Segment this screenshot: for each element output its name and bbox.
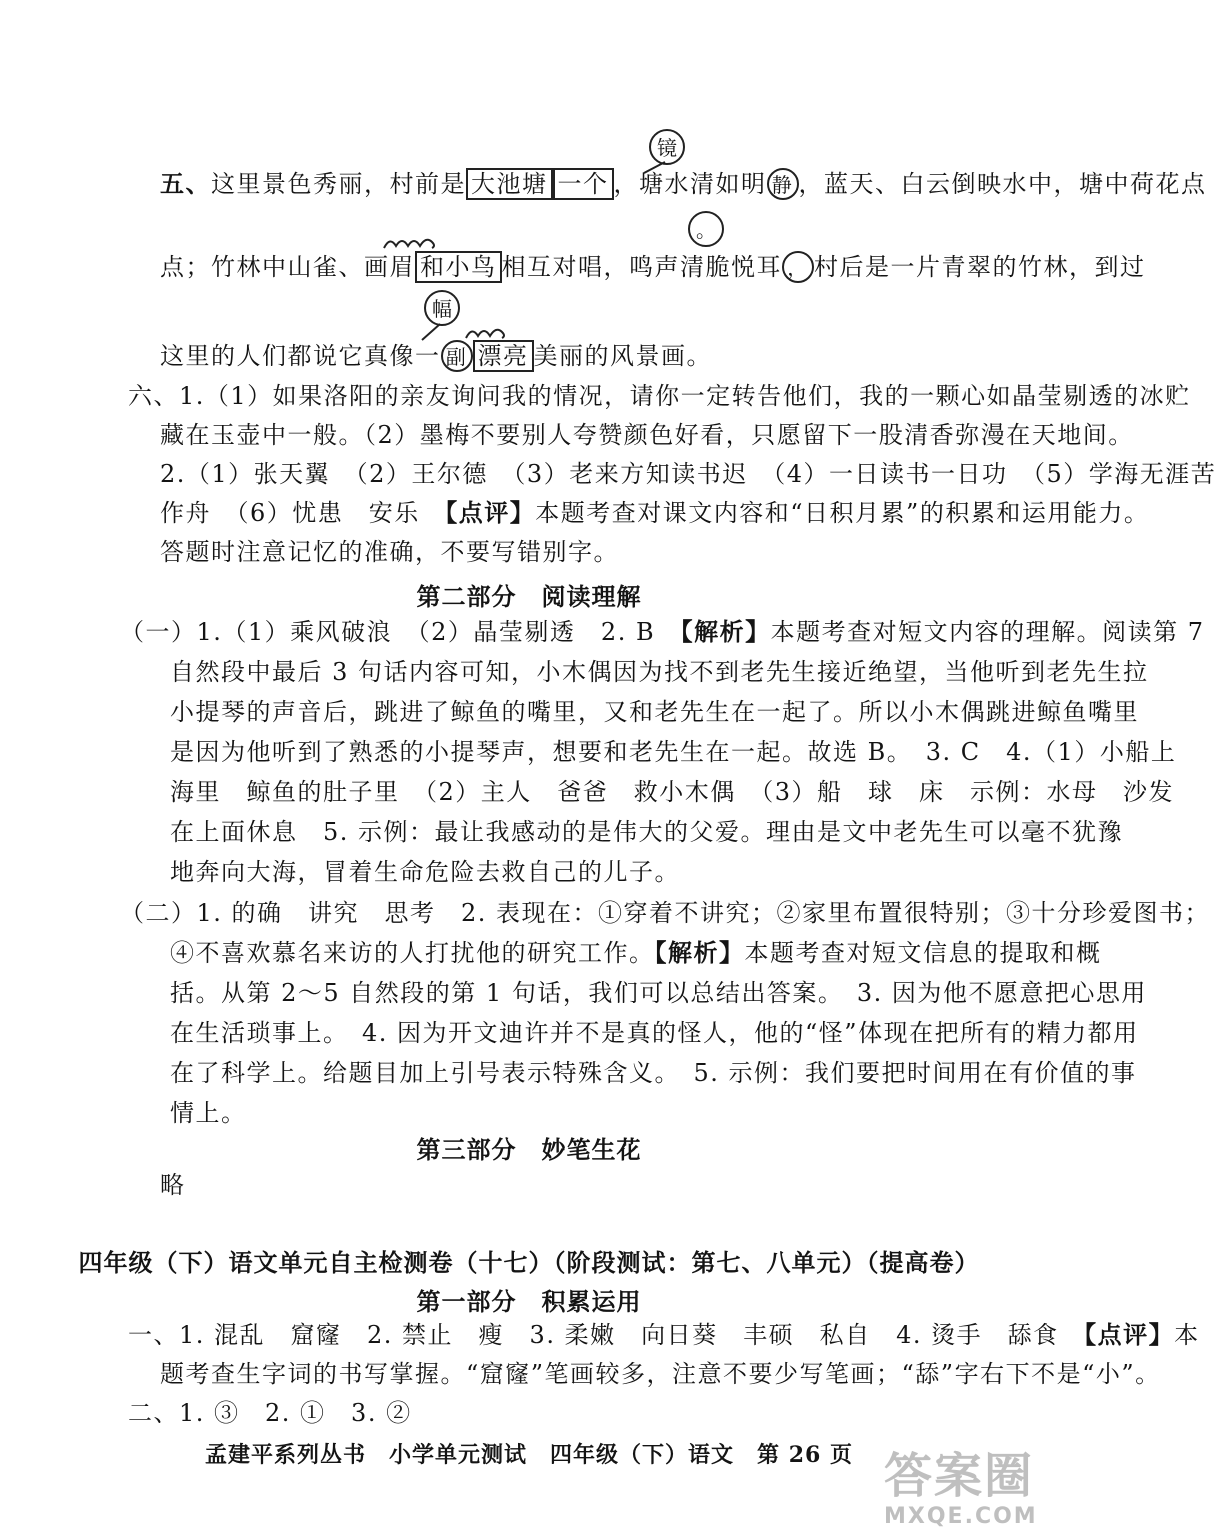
sec1-line1: 一、1. 混乱 窟窿 2. 禁止 瘦 3. 柔嫩 向日葵 丰硕 私自 4. 烫手 舔食 【点评】本 — [128, 1320, 1200, 1349]
boxed-word: 一个 — [553, 168, 614, 200]
reading2-line1: （二）1. 的确 讲究 思考 2. 表现在：①穿着不讲究；②家里布置很特别；③十分珍爱图书； — [120, 899, 1211, 927]
circled-char: ， — [782, 251, 814, 283]
reading2-line3: 括。从第 2～5 自然段的第 1 句话，我们可以总结出答案。 3. 因为他不愿意把心思用 — [170, 979, 1147, 1007]
watermark: 答案圈 MXQE.COM — [884, 1448, 1038, 1529]
section6-line3: 2.（1）张天翼 （2）王尔德 （3）老来方知读书迟 （4）一日读书一日功 （5）学海无涯苦 — [160, 460, 1216, 488]
analysis-tag: 【解析】 — [654, 938, 745, 967]
reading2-line4: 在生活琐事上。 4. 因为开文迪许并不是真的怪人，他的“怪”体现在把所有的精力都用 — [170, 1019, 1139, 1047]
section5-line3: 这里的人们都说它真像一 副 漂亮 美丽的风景画。 — [160, 342, 712, 370]
section6-line2: 藏在玉壶中一般。（2）墨梅不要别人夸赞颜色好看，只愿留下一股清香弥漫在天地间。 — [160, 421, 1134, 449]
section5-label: 五、 — [160, 169, 211, 198]
correction-line — [630, 160, 670, 174]
reading1-line4: 是因为他听到了熟悉的小提琴声，想要和老先生在一起。故选 B。 3. C 4.（1）小船上 — [170, 738, 1177, 766]
reading2-line5: 在了科学上。给题目加上引号表示特殊含义。 5. 示例：我们要把时间用在有价值的事 — [170, 1059, 1137, 1087]
delete-mark — [462, 322, 512, 342]
section6-line5: 答题时注意记忆的准确，不要写错别字。 — [160, 538, 619, 566]
part1-title: 第一部分 积累运用 — [416, 1288, 642, 1316]
section6-line1: 六、1.（1）如果洛阳的亲友询问我的情况，请你一定转告他们，我的一颗心如晶莹剔透的冰贮 — [128, 382, 1191, 410]
correction-mark: 镜 — [649, 129, 685, 165]
circled-char: 副 — [441, 340, 473, 372]
boxed-word: 和小鸟 — [415, 251, 502, 283]
reading1-line3: 小提琴的声音后，跳进了鲸鱼的嘴里，又和老先生在一起了。所以小木偶跳进鲸鱼嘴里 — [170, 698, 1139, 726]
correction-mark: 幅 — [424, 290, 460, 326]
section5-line1: 五、这里景色秀丽，村前是 大池塘 一个 ，塘水清如明 静 ，蓝天、白云倒映水中，塘中荷花点 — [160, 169, 1207, 198]
test-title: 四年级（下）语文单元自主检测卷（十七）（阶段测试：第七、八单元）（提高卷） — [78, 1249, 980, 1277]
boxed-word: 漂亮 — [473, 340, 534, 372]
reading1-line6: 在上面休息 5. 示例：最让我感动的是伟大的父爱。理由是文中老先生可以毫不犹豫 — [170, 818, 1124, 846]
reading2-line2: ④不喜欢慕名来访的人打扰他的研究工作。【解析】本题考查对短文信息的提取和概 — [170, 938, 1102, 967]
analysis-tag: 【解析】 — [680, 617, 771, 646]
page-footer: 孟建平系列丛书 小学单元测试 四年级（下）语文 第 26 页 — [205, 1442, 853, 1468]
comment-tag: 【点评】 — [445, 498, 536, 527]
correction-mark: 。 — [688, 211, 724, 247]
reading2-line6: 情上。 — [170, 1099, 247, 1127]
reading1-line1: （一）1.（1）乘风破浪 （2）晶莹剔透 2. B 【解析】本题考查对短文内容的理解。阅读第 7 — [120, 617, 1205, 646]
reading1-line7: 地奔向大海，冒着生命危险去救自己的儿子。 — [170, 858, 680, 886]
correction-line — [410, 322, 450, 342]
comment-tag: 【点评】 — [1084, 1320, 1175, 1349]
boxed-word: 大池塘 — [466, 168, 553, 200]
reading1-line5: 海里 鲸鱼的肚子里 （2）主人 爸爸 救小木偶 （3）船 球 床 示例：水母 沙发 — [170, 778, 1175, 806]
section6-line4: 作舟 （6）忧患 安乐 【点评】本题考查对课文内容和“日积月累”的积累和运用能力。 — [160, 498, 1150, 527]
part3-answer: 略 — [160, 1171, 186, 1199]
reading1-line2: 自然段中最后 3 句话内容可知，小木偶因为找不到老先生接近绝望，当他听到老先生拉 — [170, 658, 1149, 686]
circled-char: 静 — [767, 168, 799, 200]
section5-line2: 点；竹林中山雀、画眉 和小鸟 相互对唱，鸣声清脆悦耳 ， 村后是一片青翠的竹林，到过 — [160, 253, 1146, 281]
delete-mark — [380, 232, 440, 252]
part2-title: 第二部分 阅读理解 — [416, 583, 642, 611]
sec2-line1: 二、1. ③ 2. ① 3. ② — [128, 1399, 412, 1427]
sec1-line2: 题考查生字词的书写掌握。“窟窿”笔画较多，注意不要少写笔画；“舔”字右下不是“小”。 — [160, 1360, 1161, 1388]
part3-title: 第三部分 妙笔生花 — [416, 1136, 642, 1164]
